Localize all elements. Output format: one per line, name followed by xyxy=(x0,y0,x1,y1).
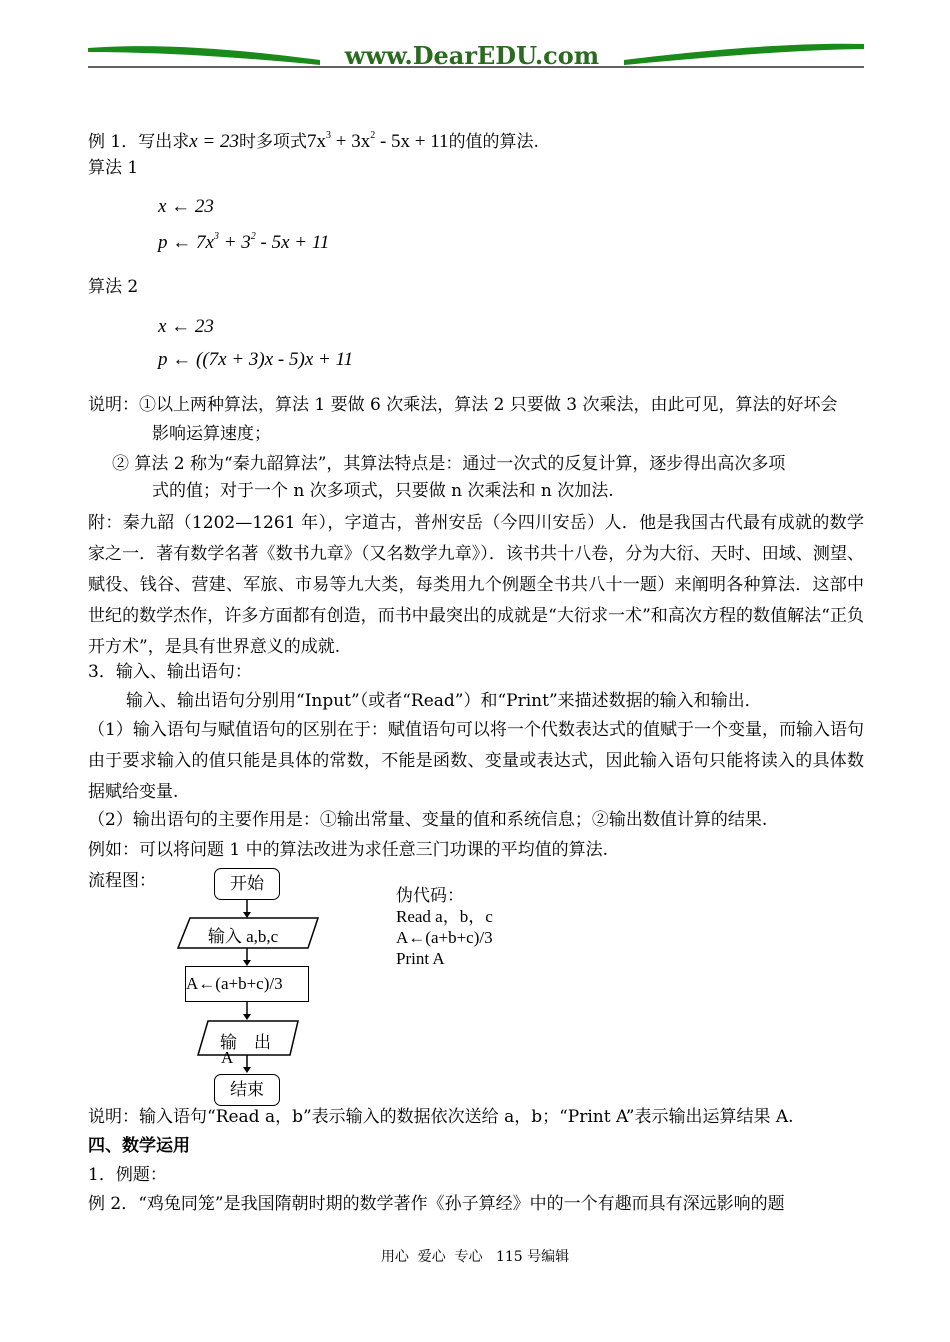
flowchart-assign: A←(a+b+c)/3 xyxy=(185,966,309,1002)
algorithm2-title: 算法 2 xyxy=(88,277,139,297)
algorithm2-line2: p ← ((7x + 3)x - 5)x + 11 xyxy=(158,349,354,370)
header-logo xyxy=(88,38,864,72)
header-swoosh-graphic xyxy=(88,38,864,72)
algorithm1-title: 算法 1 xyxy=(88,158,139,178)
section4-subtitle: 1．例题： xyxy=(88,1165,167,1185)
example1-condition: x = 23 xyxy=(189,131,239,152)
note-point1-line2: 影响运算速度； xyxy=(152,424,271,444)
appendix-paragraph: 附：秦九韶（1202—1261 年），字道古，普州安岳（今四川安岳）人．他是我国古代最有成就的数学家之一．著有数学名著《数书九章》（又名数学九章》）．该书共十八卷，分为大衍、天时、田域、测望、赋役、钱谷、营建、军旅、市易等九大类，每类用九个例题全书共八十一题）来阐明各种算法．这部中世纪的数学杰作，许多方面都有创造，而书中最突出的成就是“大衍求一术”和高次方程的数值解法“正负开方术”，是具有世界意义的成就. xyxy=(88,513,864,657)
pseudocode-line3: Print A xyxy=(396,949,445,968)
example1-label: 例 1．写出求 xyxy=(88,132,190,152)
pseudocode-line1: Read a，b，c xyxy=(396,907,493,926)
example2-line: 例 2．“鸡兔同笼”是我国隋朝时期的数学著作《孙子算经》中的一个有趣而具有深远影响的题 xyxy=(88,1194,785,1214)
section3-point2: （2）输出语句的主要作用是：①输出常量、变量的值和系统信息；②输出数值计算的结果. xyxy=(88,810,768,830)
pseudocode-block xyxy=(396,885,493,969)
flowchart-end: 结束 xyxy=(214,1074,280,1106)
section3-example: 例如：可以将问题 1 中的算法改进为求任意三门功课的平均值的算法. xyxy=(88,840,609,860)
pseudocode-title: 伪代码： xyxy=(396,886,464,905)
page-footer: 用心 爱心 专心 115 号编辑 xyxy=(380,1249,570,1265)
flowchart-output-line1: 输 出 xyxy=(220,1033,271,1052)
note-point2-line2: 式的值；对于一个 n 次多项式，只要做 n 次乘法和 n 次加法. xyxy=(152,481,614,501)
flowchart-label: 流程图： xyxy=(88,871,156,891)
note-point2-line1: ② 算法 2 称为“秦九韶算法”，其算法特点是：通过一次式的反复计算，逐步得出高次多项 xyxy=(112,454,786,474)
section3-intro: 输入、输出语句分别用“Input”（或者“Read”）和“Print”来描述数据的输入和输出． xyxy=(126,691,762,711)
example1-line xyxy=(88,126,539,152)
section3-point1: （1）输入语句与赋值语句的区别在于：赋值语句可以将一个代数表达式的值赋于一个变量，而输入语句由于要求输入的值只能是具体的常数，不能是函数、变量或表达式，因此输入语句只能将读入的具体数据赋给变量. xyxy=(88,720,864,802)
example1-mid: 时多项式 xyxy=(239,132,307,152)
section3-title: 3．输入、输出语句： xyxy=(88,662,252,682)
flowchart-start: 开始 xyxy=(214,868,280,900)
algorithm2-line1: x ← 23 xyxy=(158,316,214,337)
section4-title: 四、数学运用 xyxy=(88,1136,190,1156)
example1-tail: 的值的算法. xyxy=(448,132,539,152)
flowchart-output-line2: A xyxy=(221,1048,234,1067)
output-note: 说明：输入语句“Read a，b”表示输入的数据依次送给 a，b；“Print A”表示输出运算结果 A. xyxy=(88,1107,794,1127)
logo-text: www.DearEDU.com xyxy=(344,41,600,70)
algorithm1-line2: p ← $7x^3 + 3^2 - 5x + 11$ xyxy=(158,231,330,253)
note-point1-line1: 说明：①以上两种算法，算法 1 要做 6 次乘法，算法 2 只要做 3 次乘法，由此可见，算法的好坏会 xyxy=(88,395,838,415)
flowchart-input: 输入 a,b,c xyxy=(207,927,279,946)
example1-polynomial: $7x^3 + 3x^2 - 5x + 11$ xyxy=(307,130,449,152)
algorithm1-line1: x ← 23 xyxy=(158,196,214,217)
pseudocode-line2: A←(a+b+c)/3 xyxy=(396,928,493,947)
